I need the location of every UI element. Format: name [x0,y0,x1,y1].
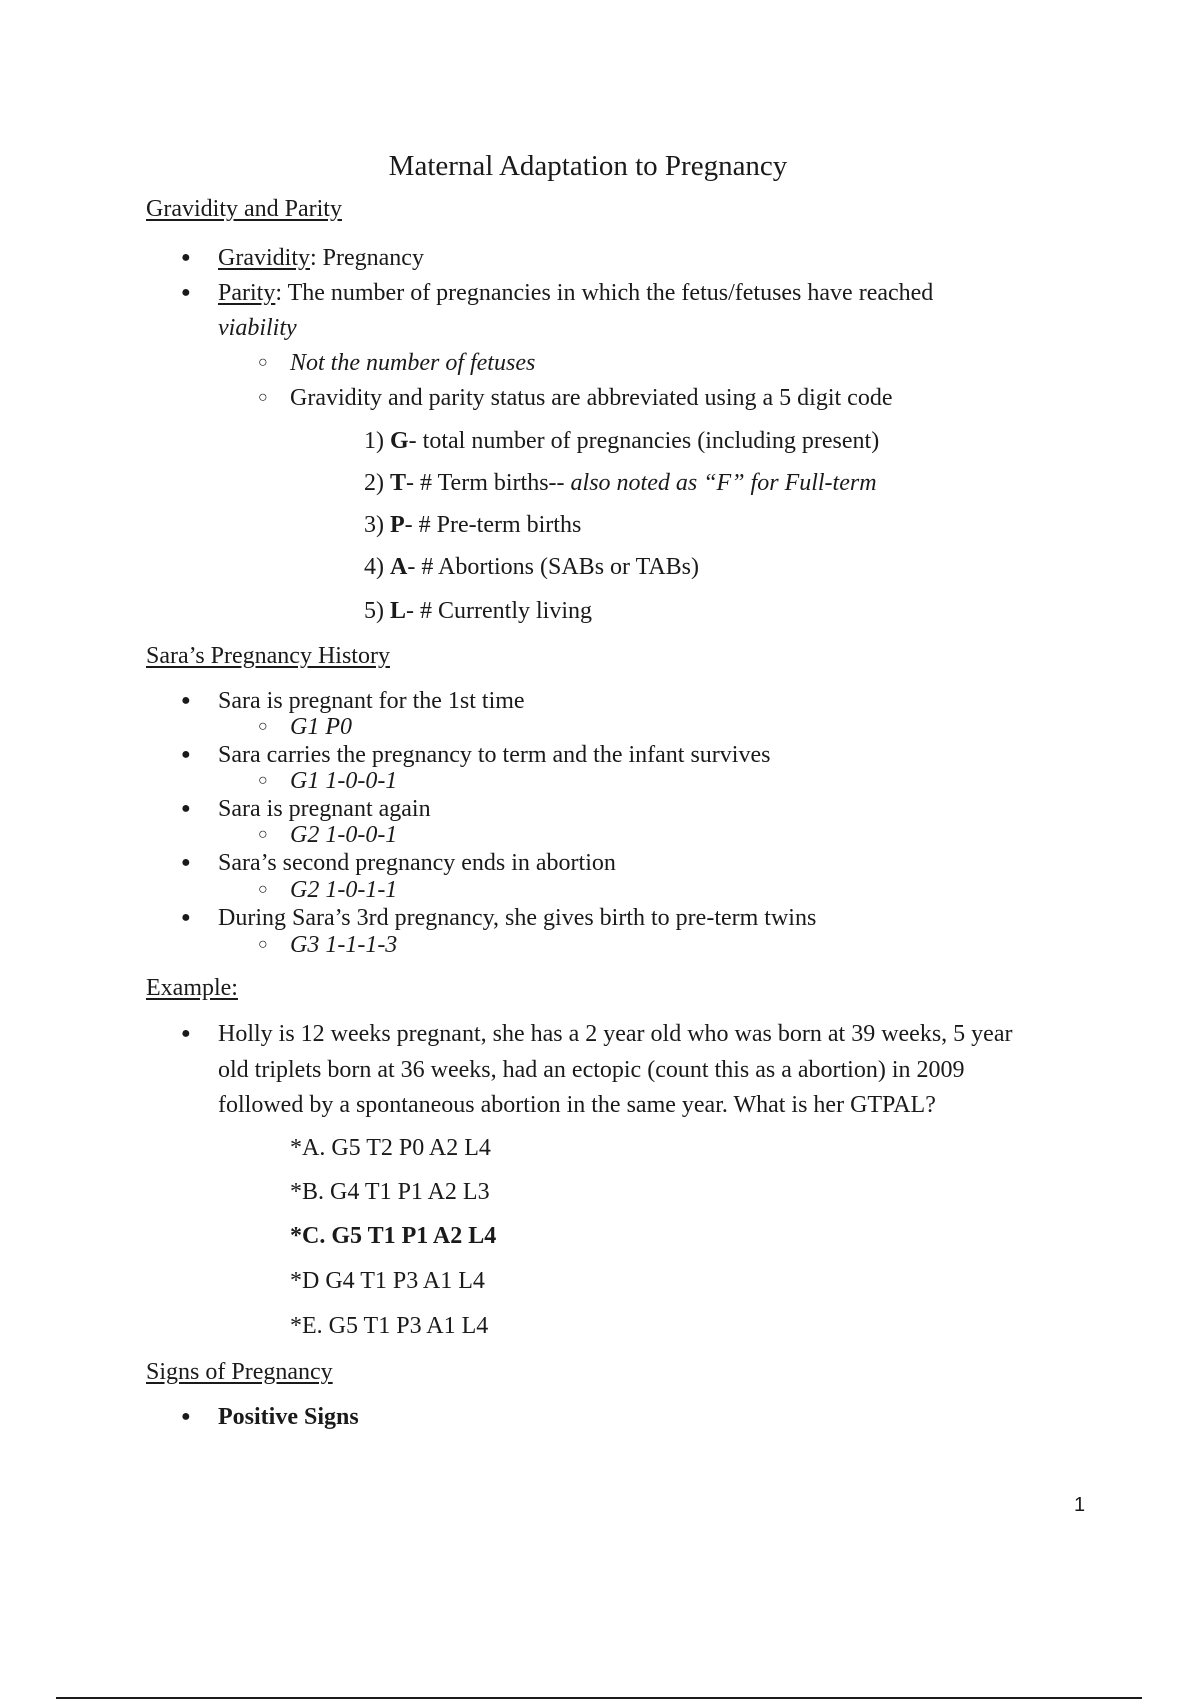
term-gravidity: Gravidity [218,245,310,271]
code-item-l [364,594,592,628]
code-num: 3) [364,512,390,538]
code-extra: also noted as “F” for Full-term [570,470,877,496]
code-item-a [364,550,699,584]
list-item-code: ○ G2 1-0-0-1 [290,818,397,852]
bullet-gravidity [218,241,424,275]
list-item-code: ○ G2 1-0-1-1 [290,873,397,907]
list-item: ● Sara carries the pregnancy to term and the infant survives [218,738,770,772]
code-letter: P [390,512,405,538]
code-num: 1) [364,428,390,454]
list-item: ● Sara is pregnant for the 1st time [218,684,525,718]
answer-option-e: *E. G5 T1 P3 A1 L4 [290,1313,489,1339]
code-letter: G [390,428,409,454]
code-text: - # Pre-term births [404,512,582,538]
document-title: Maternal Adaptation to Pregnancy [388,150,788,182]
def-gravidity: : Pregnancy [309,245,424,271]
section-heading-gravidity: Gravidity and Parity [146,196,342,222]
code-text: - # Term births-- [406,470,571,496]
example-question-line: old triplets born at 36 weeks, had an ectopic (count this as a abortion) in 2009 [218,1057,965,1083]
code-num: 2) [364,470,390,496]
answer-option-a: *A. G5 T2 P0 A2 L4 [290,1135,491,1161]
page-number: 1 [1074,1494,1086,1516]
bullet-parity [218,276,933,310]
list-item-code: ○ G3 1-1-1-3 [290,928,397,962]
answer-option-b: *B. G4 T1 P1 A2 L3 [290,1179,490,1205]
list-item-code: ○ G1 1-0-0-1 [290,764,397,798]
code-num: 4) [364,554,390,580]
code-letter: T [390,470,407,496]
footer-rule [56,1697,1142,1699]
list-item: ● Sara’s second pregnancy ends in abortion [218,846,616,880]
code-item-t [364,466,877,500]
list-item-code: ○ G1 P0 [290,710,352,744]
parity-def-continued: viability [218,315,297,341]
section-heading-sara: Sara’s Pregnancy History [146,643,390,669]
answer-option-d: *D G4 T1 P3 A1 L4 [290,1268,485,1294]
bullet-positive-signs: ● Positive Signs [218,1400,359,1434]
section-heading-example: Example: [146,975,238,1001]
def-parity: : The number of pregnancies in which the fetus/fetuses have reached [275,280,934,306]
code-text: - total number of pregnancies (including present) [408,428,880,454]
code-letter: A [390,554,408,580]
code-text: - # Currently living [406,598,592,624]
term-parity: Parity [218,280,276,306]
code-num: 5) [364,598,390,624]
list-item: ● During Sara’s 3rd pregnancy, she gives birth to pre-term twins [218,901,816,935]
example-question-line: followed by a spontaneous abortion in the same year. What is her GTPAL? [218,1092,936,1118]
sub-bullet-not-fetuses: ○ Not the number of fetuses [290,346,535,380]
answer-option-c: *C. G5 T1 P1 A2 L4 [290,1223,497,1249]
code-item-g [364,424,879,458]
code-item-p [364,508,581,542]
example-question: ● Holly is 12 weeks pregnant, she has a 2 year old who was born at 39 weeks, 5 year [218,1017,1012,1051]
code-letter: L [390,598,407,624]
code-text: - # Abortions (SABs or TABs) [407,554,699,580]
list-item: ● Sara is pregnant again [218,792,431,826]
section-heading-signs: Signs of Pregnancy [146,1359,333,1385]
sub-bullet-code: ○ Gravidity and parity status are abbreviated using a 5 digit code [290,381,892,415]
